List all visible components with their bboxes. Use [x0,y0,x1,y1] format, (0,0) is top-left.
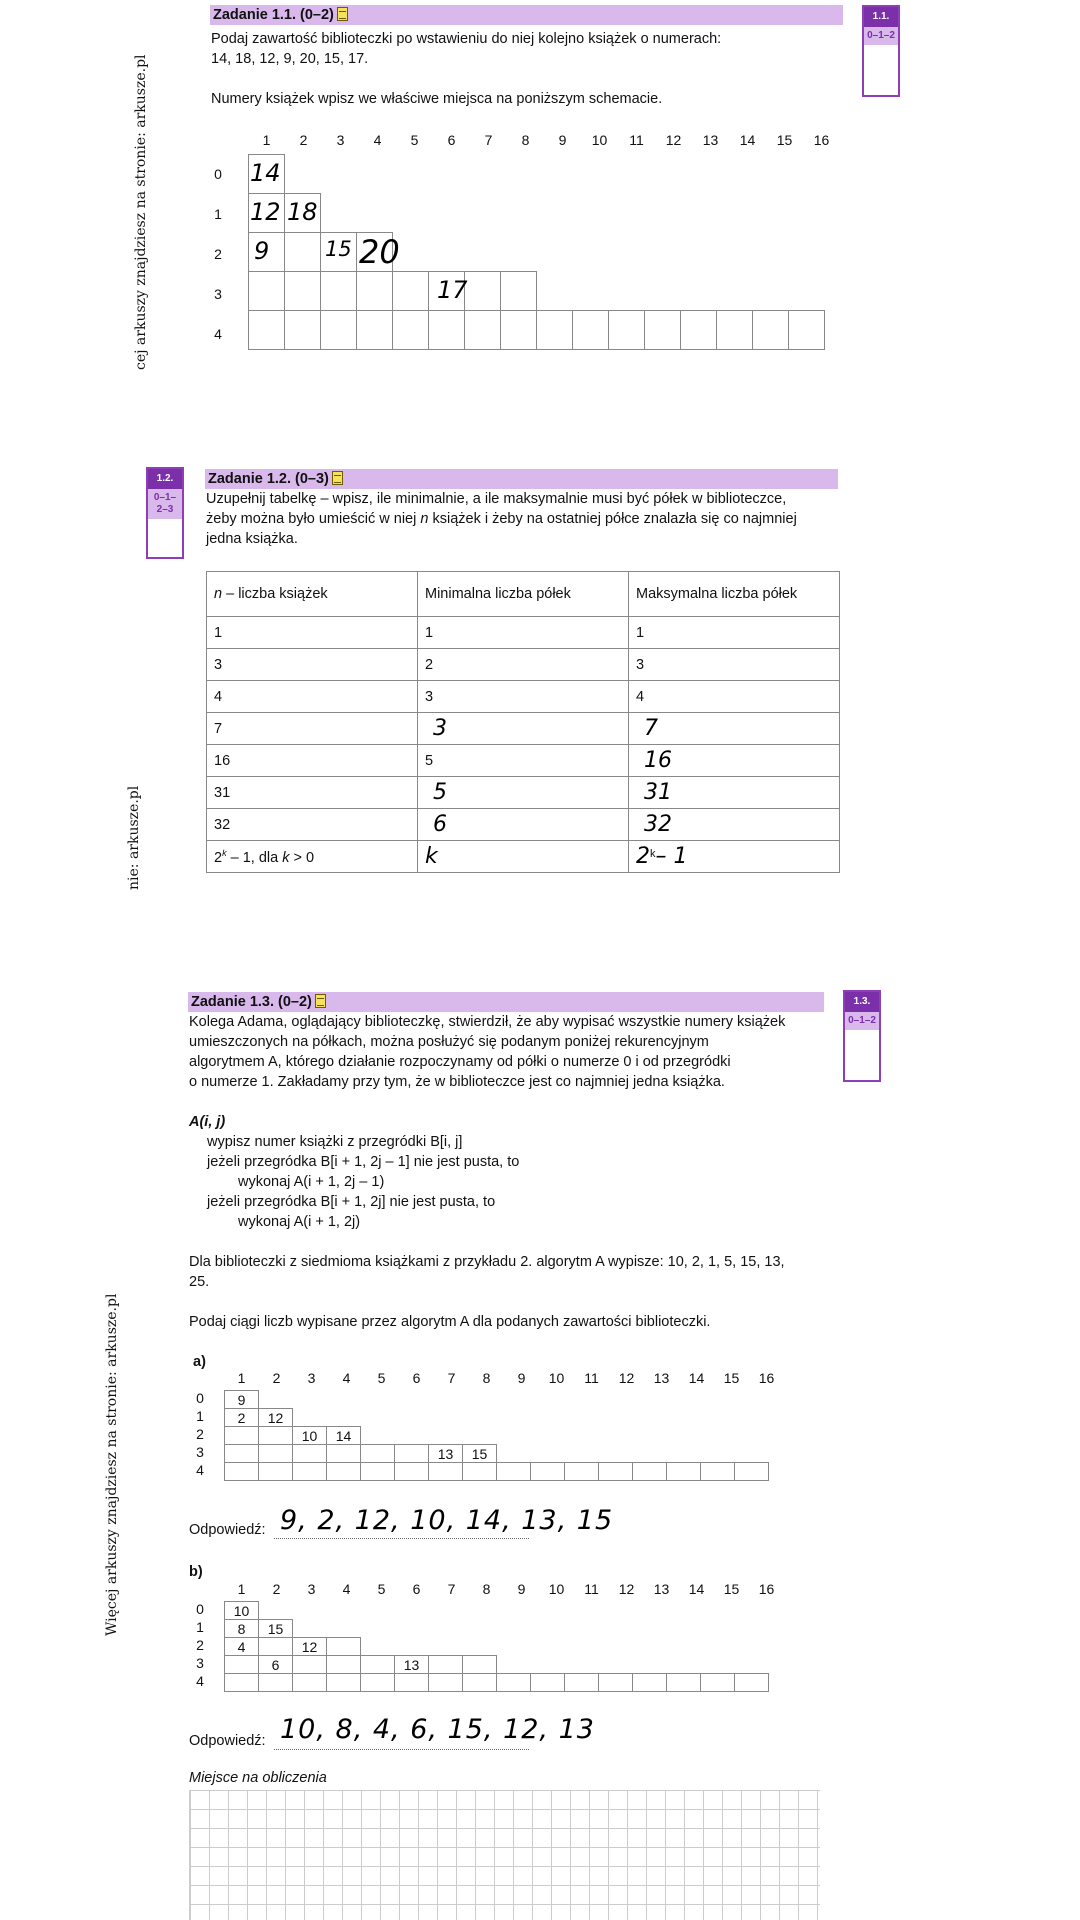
column-number: 16 [813,132,830,148]
shelf-row [225,1462,769,1481]
part-a-label: a) [193,1354,206,1370]
shelf-cell [394,1444,429,1463]
shelf-cell [462,1673,497,1692]
shelf-row [225,1601,259,1620]
task11-text3: Numery książek wpisz we właściwe miejsca na poniższym schemacie. [211,91,663,107]
shelf-number: 1 [196,1408,204,1424]
answer-a-label: Odpowiedź: [189,1522,266,1538]
shelf-cell: 13 [428,1444,463,1463]
cell-min-formula[interactable]: k [418,841,629,873]
cell-max[interactable]: 16 [629,745,840,777]
shelf-cell[interactable] [284,271,321,311]
shelf-number: 1 [214,206,222,222]
table-header-row [207,572,840,617]
task12-score-range-a: 0–1– [153,492,177,503]
shelf-cell[interactable] [392,310,429,350]
shelf-row [225,1390,259,1409]
shelf-number: 4 [214,326,222,342]
shelf-cell[interactable] [500,310,537,350]
shelf-cell [258,1462,293,1481]
shelf-cell[interactable] [680,310,717,350]
shelf-cell [428,1462,463,1481]
cell-n: 16 [207,745,418,777]
column-number: 14 [739,132,756,148]
header-max: Maksymalna liczba półek [629,572,840,617]
column-number: 12 [665,132,682,148]
shelf-cell[interactable] [392,271,429,311]
task11-text2: 14, 18, 12, 9, 20, 15, 17. [211,51,369,67]
shelf-cell [428,1655,463,1674]
shelf-row [225,1673,769,1692]
task13-intro-1: Kolega Adama, oglądający biblioteczkę, stwierdził, że aby wypisać wszystkie numery książek [189,1014,786,1030]
side-text-top: cej arkuszy znajdziesz na stronie: arkusze.pl [133,54,149,370]
task12-text3: jedna książka. [206,531,298,547]
column-number: 16 [758,1581,775,1597]
shelf-row [249,271,537,311]
column-number: 3 [307,1370,316,1386]
cell-min[interactable]: 1 [418,617,629,649]
column-number: 13 [653,1370,670,1386]
shelf-cell [292,1444,327,1463]
task13-header [188,992,824,1012]
column-number: 10 [591,132,608,148]
shelf-cell [326,1655,361,1674]
shelf-cell[interactable] [572,310,609,350]
column-number: 15 [723,1581,740,1597]
shelf-row [225,1655,497,1674]
shelf-cell [700,1462,735,1481]
column-number: 1 [262,132,271,148]
shelf-cell [734,1673,769,1692]
shelf-cell [700,1673,735,1692]
shelf-cell [258,1444,293,1463]
shelf-number: 3 [214,286,222,302]
side-text-middle: nie: arkusze.pl [126,785,142,890]
shelf-cell[interactable] [284,310,321,350]
handwritten-book-number: 12 [250,198,281,226]
shelf-number: 4 [196,1673,204,1689]
shelf-cell[interactable] [644,310,681,350]
table-row [207,681,840,713]
cell-n: 4 [207,681,418,713]
column-number: 6 [412,1370,421,1386]
header-n: n – liczba książek [207,572,418,617]
part-b-label: b) [189,1564,203,1580]
shelf-cell[interactable] [788,310,825,350]
column-number: 9 [517,1370,526,1386]
shelf-cell [632,1462,667,1481]
column-number: 14 [688,1370,705,1386]
table-row [207,713,840,745]
shelf-cell [462,1462,497,1481]
shelf-cell [496,1462,531,1481]
handwritten-book-number: 15 [325,237,352,261]
shelf-cell [224,1655,259,1674]
task11-score-range: 0–1–2 [864,27,898,45]
shelf-cell[interactable] [248,310,285,350]
answer-b-value[interactable]: 10, 8, 4, 6, 15, 12, 13 [280,1714,595,1745]
column-number: 11 [629,132,644,148]
task12-score-box [146,467,184,559]
shelf-cell[interactable] [356,271,393,311]
shelf-number: 1 [196,1619,204,1635]
task12-text1: Uzupełnij tabelkę – wpisz, ile minimalnie, a ile maksymalnie musi być półek w biblioteczce, [206,491,787,507]
cell-min[interactable]: 3 [418,681,629,713]
column-number: 11 [584,1370,599,1386]
shelf-cell [292,1673,327,1692]
shelf-cell [734,1462,769,1481]
column-number: 7 [484,132,493,148]
column-number: 10 [548,1370,565,1386]
column-number: 13 [653,1581,670,1597]
cell-min[interactable]: 5 [418,777,629,809]
column-number: 3 [307,1581,316,1597]
column-number: 5 [410,132,419,148]
cell-min[interactable]: 5 [418,745,629,777]
shelf-cell [394,1673,429,1692]
cell-min[interactable]: 2 [418,649,629,681]
answer-b-label: Odpowiedź: [189,1733,266,1749]
cell-max[interactable]: 1 [629,617,840,649]
task12-score-range-b: 2–3 [156,504,174,515]
handwritten-book-number: 14 [250,159,281,187]
task13-intro-2: umieszczonych na półkach, można posłużyć się podanym poniżej rekurencyjnym [189,1034,709,1050]
shelf-cell [258,1426,293,1445]
answer-a-value[interactable]: 9, 2, 12, 10, 14, 13, 15 [280,1505,614,1536]
answer-a-line [274,1538,529,1539]
shelf-cell [258,1637,293,1656]
shelf-number: 2 [196,1426,204,1442]
shelf-cell [326,1637,361,1656]
column-number: 3 [336,132,345,148]
column-number: 8 [482,1370,491,1386]
shelf-cell: 12 [258,1408,293,1427]
shelf-number: 2 [196,1637,204,1653]
document-icon [337,7,348,21]
shelf-row [249,310,825,350]
task13-score-box [843,990,881,1082]
shelf-cell[interactable] [608,310,645,350]
shelf-cell[interactable] [500,271,537,311]
shelf-cell: 15 [258,1619,293,1638]
task11-header [210,5,843,25]
shelf-cell[interactable] [752,310,789,350]
shelf-cell [292,1462,327,1481]
shelf-row [225,1444,497,1463]
shelf-cell: 15 [462,1444,497,1463]
calc-area[interactable] [189,1790,820,1920]
column-number: 1 [237,1581,246,1597]
handwritten-book-number: 20 [359,233,400,271]
task11-title: Zadanie 1.1. (0–2) [213,7,334,23]
task12-title: Zadanie 1.2. (0–3) [208,471,329,487]
table-row [207,649,840,681]
column-number: 13 [702,132,719,148]
cell-max[interactable]: 31 [629,777,840,809]
cell-n: 7 [207,713,418,745]
shelf-cell: 14 [326,1426,361,1445]
algo-line-3: wykonaj A(i + 1, 2j – 1) [238,1174,385,1190]
cell-n: 3 [207,649,418,681]
column-number: 12 [618,1370,635,1386]
shelf-cell[interactable] [284,232,321,272]
shelf-cell: 2 [224,1408,259,1427]
shelf-cell [530,1673,565,1692]
shelf-cell [666,1673,701,1692]
shelf-cell [224,1426,259,1445]
handwritten-book-number: 17 [437,276,468,304]
column-number: 8 [521,132,530,148]
column-number: 15 [723,1370,740,1386]
column-number: 4 [342,1370,351,1386]
shelf-cell [530,1462,565,1481]
shelf-cell [360,1655,395,1674]
column-number: 2 [272,1370,281,1386]
algo-line-0: A(i, j) [189,1114,226,1130]
shelf-cell: 12 [292,1637,327,1656]
cell-n-formula: 2$^k$ – 1, dla k > 0 [207,841,418,873]
shelf-cell [326,1462,361,1481]
shelf-cell [360,1673,395,1692]
shelf-cell [258,1673,293,1692]
column-number: 4 [373,132,382,148]
shelf-number: 0 [196,1601,204,1617]
cell-max[interactable]: 32 [629,809,840,841]
shelf-cell [394,1462,429,1481]
column-number: 16 [758,1370,775,1386]
shelf-row [225,1637,361,1656]
shelf-number: 0 [196,1390,204,1406]
column-number: 4 [342,1581,351,1597]
column-number: 15 [776,132,793,148]
shelf-cell[interactable] [320,271,357,311]
column-number: 10 [548,1581,565,1597]
calc-label: Miejsce na obliczenia [189,1770,327,1786]
table-row [207,809,840,841]
algo-line-1: wypisz numer książki z przegródki B[i, j] [207,1134,463,1150]
shelf-cell [666,1462,701,1481]
task13-score-range: 0–1–2 [845,1012,879,1030]
shelf-cell [224,1444,259,1463]
shelf-cell [598,1462,633,1481]
shelf-cell: 9 [224,1390,259,1409]
header-min: Minimalna liczba półek [418,572,629,617]
shelf-cell [428,1673,463,1692]
column-number: 6 [412,1581,421,1597]
task13-title: Zadanie 1.3. (0–2) [191,994,312,1010]
column-number: 7 [447,1581,456,1597]
cell-n: 1 [207,617,418,649]
shelf-cell: 10 [224,1601,259,1620]
cell-max[interactable]: 4 [629,681,840,713]
shelf-cell[interactable] [716,310,753,350]
shelf-cell [598,1673,633,1692]
shelf-cell[interactable] [248,271,285,311]
shelf-cell [496,1673,531,1692]
task12-table [206,571,840,873]
column-number: 14 [688,1581,705,1597]
shelf-cell [564,1673,599,1692]
shelf-cell: 10 [292,1426,327,1445]
document-icon [315,994,326,1008]
shelf-cell: 13 [394,1655,429,1674]
column-number: 1 [237,1370,246,1386]
task12-score-label: 1.2. [148,469,182,489]
shelf-cell[interactable] [464,271,501,311]
task12-header [205,469,838,489]
task13-intro-3: algorytmem A, którego działanie rozpoczynamy od półki o numerze 0 i od przegródki [189,1054,731,1070]
table-row [207,777,840,809]
shelf-number: 3 [196,1655,204,1671]
cell-max[interactable]: 7 [629,713,840,745]
algo-line-2: jeżeli przegródka B[i + 1, 2j – 1] nie jest pusta, to [207,1154,520,1170]
cell-n: 31 [207,777,418,809]
shelf-cell [326,1673,361,1692]
shelf-row [225,1426,361,1445]
shelf-cell [462,1655,497,1674]
column-number: 6 [447,132,456,148]
algo-line-5: wykonaj A(i + 1, 2j) [238,1214,361,1230]
cell-n: 32 [207,809,418,841]
shelf-number: 3 [196,1444,204,1460]
shelf-cell [326,1444,361,1463]
task13-example-1: Dla biblioteczki z siedmioma książkami z przykładu 2. algorytm A wypisze: 10, 2, 1, 5, 15, 13, [189,1254,785,1270]
cell-max[interactable]: 3 [629,649,840,681]
cell-min[interactable]: 6 [418,809,629,841]
column-number: 2 [299,132,308,148]
shelf-cell [224,1673,259,1692]
task13-intro-4: o numerze 1. Zakładamy przy tym, że w biblioteczce jest co najmniej jedna książka. [189,1074,725,1090]
table-row-formula [207,841,840,873]
shelf-cell [360,1462,395,1481]
task13-example-2: 25. [189,1274,210,1290]
column-number: 9 [558,132,567,148]
cell-min[interactable]: 3 [418,713,629,745]
task11-text1: Podaj zawartość biblioteczki po wstawieniu do niej kolejno książek o numerach: [211,31,722,47]
task12-text2: żeby można było umieścić w niej n książek i żeby na ostatniej półce znalazła się co najmniej [206,511,797,527]
column-number: 5 [377,1581,386,1597]
shelf-row [225,1408,293,1427]
shelf-cell[interactable] [356,310,393,350]
table-row [207,617,840,649]
column-number: 12 [618,1581,635,1597]
cell-max-formula[interactable]: 2$^k$– 1 [629,841,840,873]
column-number: 2 [272,1581,281,1597]
handwritten-book-number: 18 [287,198,318,226]
shelf-cell: 8 [224,1619,259,1638]
task13-instruction: Podaj ciągi liczb wypisane przez algorytm A dla podanych zawartości biblioteczki. [189,1314,711,1330]
table-row [207,745,840,777]
task11-score-box [862,5,900,97]
answer-b-line [274,1749,529,1750]
side-text-bottom: Więcej arkuszy znajdziesz na stronie: arkusze.pl [104,1293,120,1636]
task13-score-label: 1.3. [845,992,879,1012]
shelf-row [225,1619,293,1638]
algo-line-4: jeżeli przegródka B[i + 1, 2j] nie jest pusta, to [207,1194,496,1210]
document-icon [332,471,343,485]
shelf-number: 4 [196,1462,204,1478]
shelf-cell [564,1462,599,1481]
column-number: 5 [377,1370,386,1386]
shelf-cell: 6 [258,1655,293,1674]
shelf-cell [224,1462,259,1481]
shelf-cell [292,1655,327,1674]
column-number: 7 [447,1370,456,1386]
shelf-cell[interactable] [428,310,465,350]
column-number: 9 [517,1581,526,1597]
column-number: 11 [584,1581,599,1597]
shelf-number: 0 [214,166,222,182]
shelf-cell[interactable] [536,310,573,350]
column-number: 8 [482,1581,491,1597]
shelf-number: 2 [214,246,222,262]
shelf-cell [632,1673,667,1692]
handwritten-book-number: 9 [254,237,270,265]
shelf-cell [360,1444,395,1463]
shelf-cell[interactable] [320,310,357,350]
shelf-cell: 4 [224,1637,259,1656]
task11-score-label: 1.1. [864,7,898,27]
shelf-cell[interactable] [464,310,501,350]
